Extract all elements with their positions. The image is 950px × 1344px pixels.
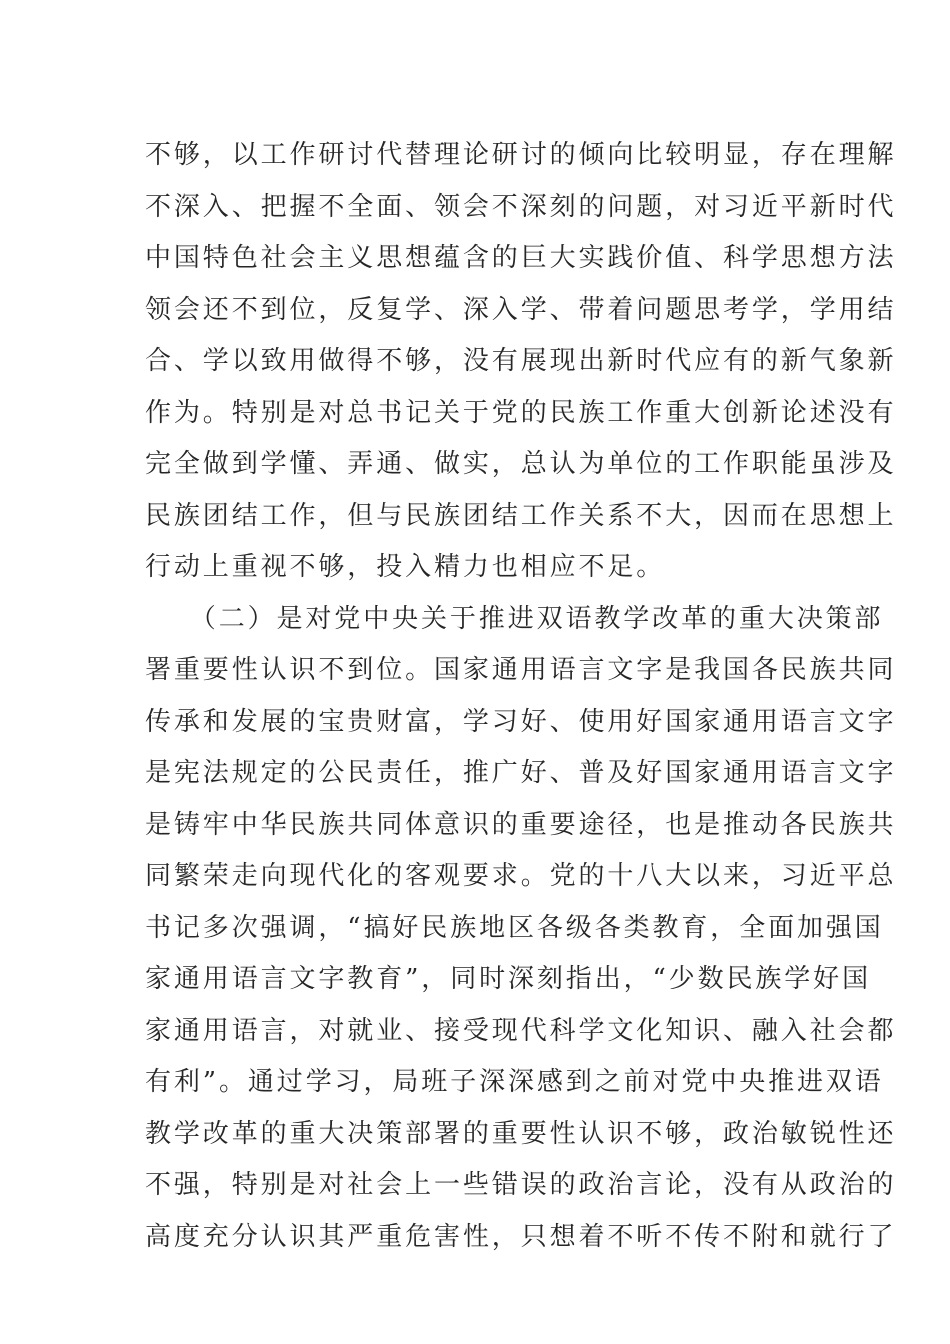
text-line: 中国特色社会主义思想蕴含的巨大实践价值、科学思想方法 — [145, 243, 897, 273]
text-line: 作为。特别是对总书记关于党的民族工作重大创新论述没有 — [145, 397, 897, 428]
text-line: 教学改革的重大决策部署的重要性认识不够，政治敏锐性还 — [145, 1118, 897, 1149]
text-line: 有利”。通过学习，局班子深深感到之前对党中央推进双语 — [145, 1067, 884, 1097]
text-line: 家通用语言，对就业、接受现代科学文化知识、融入社会都 — [145, 1015, 897, 1046]
text-line: 行动上重视不够，投入精力也相应不足。 — [145, 552, 666, 582]
text-line: 是铸牢中华民族共同体意识的重要途径，也是推动各民族共 — [145, 809, 897, 840]
text-line: 领会还不到位，反复学、深入学、带着问题思考学，学用结 — [145, 294, 897, 325]
body-text — [145, 130, 897, 1263]
text-line: 民族团结工作，但与民族团结工作关系不大，因而在思想上 — [145, 500, 897, 531]
text-line: （二）是对党中央关于推进双语教学改革的重大决策部 — [145, 603, 884, 634]
text-line: 署重要性认识不到位。国家通用语言文字是我国各民族共同 — [145, 655, 897, 685]
text-line: 合、学以致用做得不够，没有展现出新时代应有的新气象新 — [145, 346, 897, 376]
text-line: 不强，特别是对社会上一些错误的政治言论，没有从政治的 — [145, 1170, 897, 1200]
text-line: 完全做到学懂、弄通、做实，总认为单位的工作职能虽涉及 — [145, 449, 897, 479]
text-line: 同繁荣走向现代化的客观要求。党的十八大以来，习近平总 — [145, 861, 897, 891]
text-line: 书记多次强调，“搞好民族地区各级各类教育，全面加强国 — [145, 912, 884, 943]
text-line: 高度充分认识其严重危害性，只想着不听不传不附和就行了 — [145, 1221, 897, 1252]
text-line: 不深入、把握不全面、领会不深刻的问题，对习近平新时代 — [145, 191, 897, 222]
text-line: 传承和发展的宝贵财富，学习好、使用好国家通用语言文字 — [145, 706, 897, 737]
text-line: 是宪法规定的公民责任，推广好、普及好国家通用语言文字 — [145, 758, 897, 788]
text-line: 家通用语言文字教育”，同时深刻指出，“少数民族学好国 — [145, 964, 871, 994]
text-line: 不够，以工作研讨代替理论研讨的倾向比较明显，存在理解 — [145, 140, 897, 170]
